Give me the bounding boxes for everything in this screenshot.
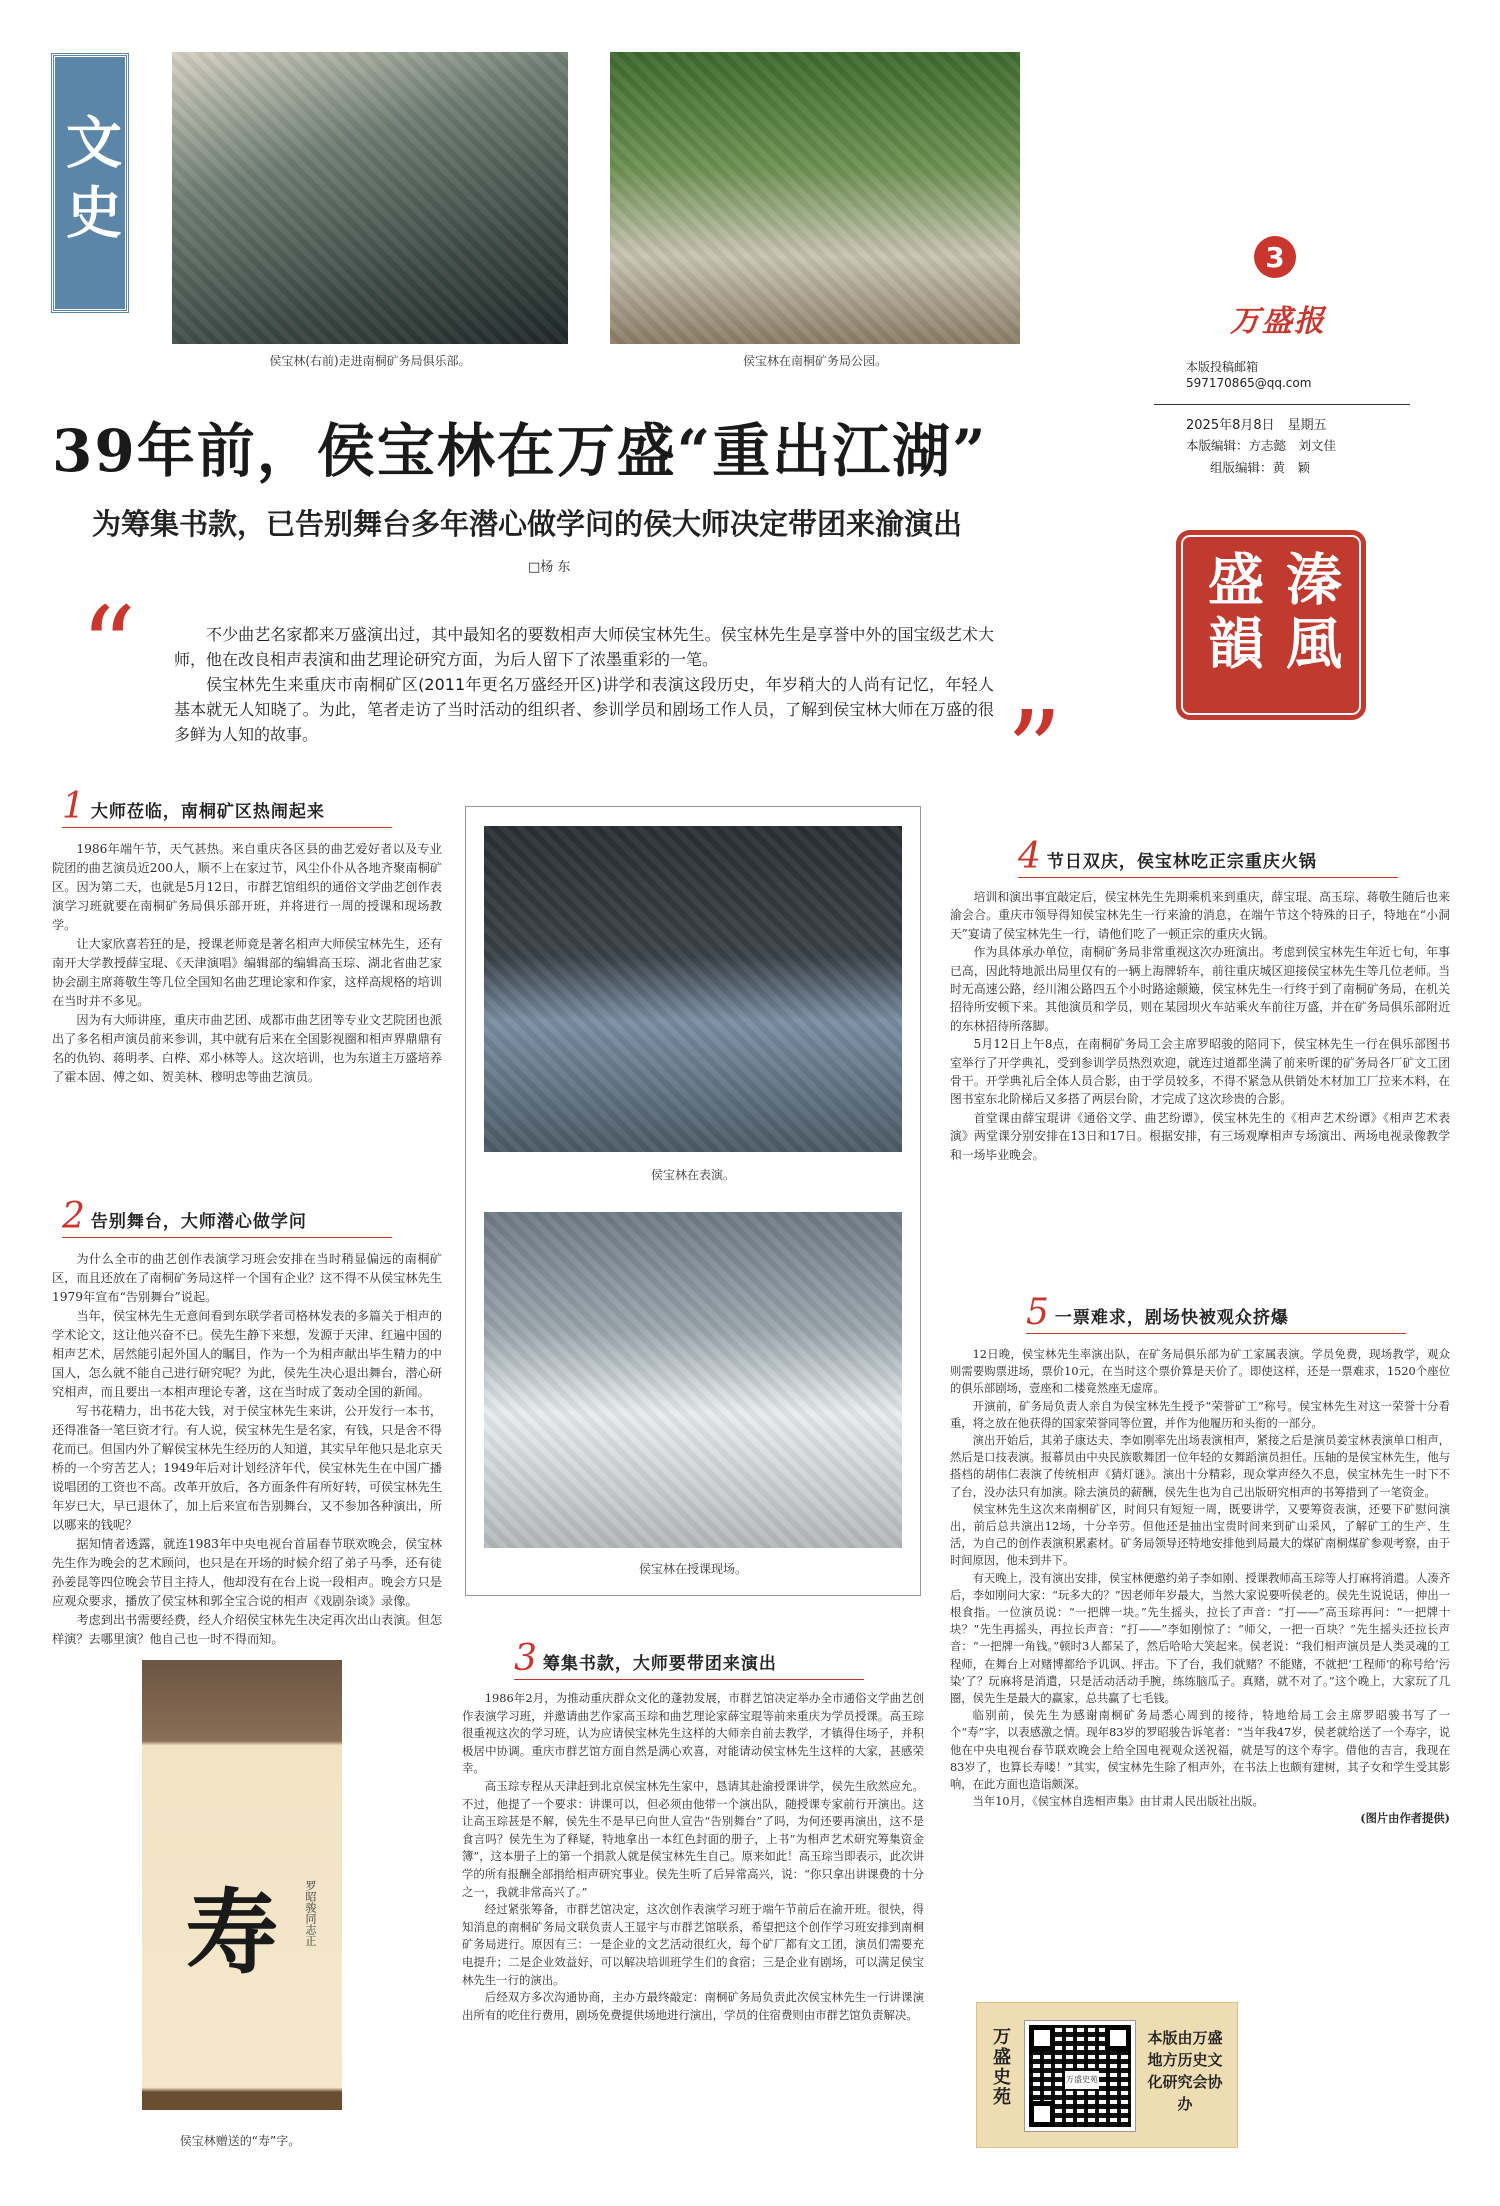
paragraph: 侯宝林先生这次来南桐矿区，时间只有短短一周，既要讲学，又要筹资表演，还要下矿慰问演出，前后总共演出12场，十分辛劳。但他还是抽出宝贵时间来到矿山采风，了解矿工的生产、生活，为自己的创作表演积累素材。矿务局领导还特地安排他到局最大的煤矿南桐煤矿参观考察，由于时间原因，他未到井下。 xyxy=(950,1502,1450,1568)
section-5-body xyxy=(950,1346,1450,1828)
qr-center-label: 万盛史苑 xyxy=(1065,2071,1099,2089)
photo-caption-in-park: 侯宝林在南桐矿务局公园。 xyxy=(742,354,887,368)
mailbox-email: 597170865@qq.com xyxy=(1186,376,1312,390)
section-3-body xyxy=(462,1690,924,2024)
paragraph: 开演前，矿务局负责人亲自为侯宝林先生授予“荣誉矿工”称号。侯宝林先生对这一荣誉十分看重，将之放在他获得的国家荣誉同等位置，并作为他履历和头衔的一部分。 xyxy=(950,1399,1450,1430)
photo-performing xyxy=(484,826,902,1152)
section-4-body xyxy=(950,888,1450,1164)
photo-caption-performing: 侯宝林在表演。 xyxy=(650,1168,735,1182)
sponsor-vertical-label: 万盛史苑 xyxy=(990,2027,1011,2107)
section-3-heading xyxy=(514,1638,864,1680)
paragraph: 1986年端午节，天气甚热。来自重庆各区县的曲艺爱好者以及专业院团的曲艺演员近200人，顺不上在家过节，风尘仆仆从各地齐聚南桐矿区。因为第二天，也就是5月12日，市群艺馆组织的通俗文学曲艺创作表演学习班就要在南桐矿务局俱乐部开班，并将进行一周的授课和现场教学。 xyxy=(52,842,442,932)
qr-finder-tr xyxy=(1105,2025,1131,2051)
paragraph: 作为具体承办单位，南桐矿务局非常重视这次办班演出。考虑到侯宝林先生年近七旬，年事已高，因此特地派出局里仅有的一辆上海牌轿车，前往重庆城区迎接侯宝林先生等几位老师。当时无高速公路，经川湘公路四五个小时路途颠簸，侯宝林先生一行终于到了南桐矿务局，在机关招待所安顿下来。其他演员和学员，则在某园坝火车站乘火车前往万盛，并在矿务局俱乐部附近的东林招待所落脚。 xyxy=(950,945,1450,1033)
section-3-number: 3 xyxy=(514,1638,537,1679)
paragraph: 据知情者透露，就连1983年中央电视台首届春节联欢晚会，侯宝林先生作为晚会的艺术顾问，也只是在开场的时候介绍了弟子马季，还有徒孙姜昆等四位晚会节目主持人，他却没有在台上说一段相声。晚会方只是应观众要求，播放了侯宝林和郭全宝合说的相声《戏剧杂谈》录像。 xyxy=(52,1537,442,1608)
layout-editor-credit: 组版编辑：黄 颖 xyxy=(1210,460,1311,475)
section-1-body xyxy=(52,840,442,1087)
qr-finder-tl xyxy=(1029,2025,1055,2051)
paragraph: 5月12日上午8点，在南桐矿务局工会主席罗昭骏的陪同下，侯宝林先生一行在俱乐部图书室举行了开学典礼，受到参训学员热烈欢迎，就连过道都坐满了前来听课的矿务局各厂矿文工团骨干。开学典礼后全体人员合影，由于学员较多，不得不紧急从供销处木材加工厂拉来木料，在图书室东北阶梯后又多搭了两层台阶，才完成了这次珍贵的合影。 xyxy=(950,1037,1450,1107)
photo-in-park xyxy=(610,52,1020,344)
calligraphy-inscription: 罗昭骏同志正 xyxy=(304,1880,317,1946)
intro-paragraph-1: 不少曲艺名家都来万盛演出过，其中最知名的要数相声大师侯宝林先生。侯宝林先生是享誉中外的国宝级艺术大师，他在改良相声表演和曲艺理论研究方面，为后人留下了浓墨重彩的一笔。 xyxy=(174,625,994,669)
paragraph: 演出开始后，其弟子康达夫、李如刚率先出场表演相声，紧接之后是演员姜宝林表演单口相声，然后是口技表演。报幕员由中央民族歌舞团一位年轻的女舞蹈演员担任。压轴的是侯宝林先生，他与搭档的胡伟仁表演了传统相声《猜灯谜》。演出十分精彩，现众掌声经久不息，侯宝林先生一时下不了台，没办法只有加演。除去演员的薪酬，侯先生也为自己出版研究相声的书筹措到了一笔资金。 xyxy=(950,1434,1450,1499)
paragraph: 为什么全市的曲艺创作表演学习班会安排在当时稍显偏远的南桐矿区，而且还放在了南桐矿务局这样一个国有企业？这不得不从侯宝林先生1979年宣布“告别舞台”说起。 xyxy=(52,1252,442,1304)
photo-caption-calligraphy: 侯宝林赠送的“寿”字。 xyxy=(179,2134,301,2148)
intro-paragraph-2: 侯宝林先生来重庆市南桐矿区(2011年更名万盛经开区)讲学和表演这段历史，年岁稍大的人尚有记忆，年轻人基本就无人知晓了。为此，笔者走访了当时活动的组织者、参训学员和剧场工作人员，了解到侯宝林大师在万盛的很多鲜为人知的故事。 xyxy=(174,675,994,744)
issue-date: 2025年8月8日 星期五 xyxy=(1186,418,1327,433)
section-1-number: 1 xyxy=(62,786,85,827)
paragraph: 经过紧张筹备，市群艺馆决定，这次创作表演学习班于端午节前后在渝开班。很快，得知消息的南桐矿务局文联负责人王显宇与市群艺馆联系，希望把这个创作学习班安排到南桐矿务局进行。原因有三：一是企业的文艺活动很红火，每个矿厂都有文工团，演员们需要充电提升；二是企业效益好，可以解决培训班学生们的食宿；三是企业有剧场，可以满足侯宝林先生一行的演出。 xyxy=(462,1902,924,1987)
paragraph: 因为有大师讲座，重庆市曲艺团、成都市曲艺团等专业文艺院团也派出了多名相声演员前来参训，其中就有后来在全国影视圈和相声界鼎鼎有名的仇钧、蒋明孝、白桦、邓小林等人。这次培训，也为东道主万盛培养了霍本固、傅之如、贺美林、穆明忠等曲艺演员。 xyxy=(52,1013,443,1084)
sponsor-box xyxy=(976,2002,1238,2148)
close-quote-icon: ” xyxy=(1006,687,1063,815)
paragraph: 高玉琮专程从天津赶到北京侯宝林先生家中，恳请其赴渝授课讲学，侯先生欣然应允。不过，他提了一个要求：讲课可以，但必须由他带一个演出队，随授课专家前行开演出。这让高玉琮甚是不解，侯先生不是早已向世人宣告“告别舞台”了吗，为何还要再演出，这不是食言吗？侯先生为了释疑，特地拿出一本红色封面的册子，上书“为相声艺术研究筹集资金簿”，这本册子上的第一个捐款人就是侯宝林先生自己。原来如此！高玉琮当即表示，此次讲学的所有报酬全部捐给相声研究事业。侯先生听了后异常高兴，说：“你只拿出讲课费的十分之一，我就非常高兴了。” xyxy=(462,1778,924,1899)
paragraph: 首堂课由薛宝琨讲《通俗文学、曲艺纷谭》，侯宝林先生的《相声艺术纷谭》《相声艺术表演》两堂课分别安排在13日和17日。根据安排，有三场观摩相声专场演出、两场电视录像教学和一场毕业晚会。 xyxy=(950,1110,1450,1162)
section-2-number: 2 xyxy=(62,1196,85,1237)
section-label-box xyxy=(52,54,128,312)
section-5-heading xyxy=(1026,1292,1406,1334)
photo-calligraphy-gift xyxy=(142,1660,342,2110)
paragraph: 培训和演出事宜敲定后，侯宝林先生先期乘机来到重庆，薛宝琨、高玉琮、蒋敬生随后也来渝会合。重庆市领导得知侯宝林先生一行来渝的消息，在端午节这个特殊的日子，特地在“小洞天”宴请了侯宝林先生一行，请他们吃了一顿正宗的重庆火锅。 xyxy=(950,890,1450,941)
editor-credit: 本版编辑：方志懿 刘文佳 xyxy=(1186,438,1337,453)
paragraph: 有天晚上，没有演出安排，侯宝林便邀约弟子李如刚、授课教师高玉琮等人打麻将消遣。人凑齐后，李如刚问大家：“玩多大的？”因老师年岁最大，当然大家说要听侯老的。侯先生说说话，伸出一根食指。一位演员说：“一把牌一块。”先生摇头，拉长了声音：“打——”高玉琮再问：“一把牌十块？”先生再摇头，再拉长声音：“打——”李如刚惊了：“师父，一把一百块？”先生摇头还拉长声音：“一把牌一角钱。”顿时3人都呆了，然后哈哈大笑起来。侯老说：“我们相声演员是人类灵魂的工程师，在舞台上对赌博都给予讥讽、抨击。下了台，我们就赌？不能赌，不就把‘工程师’的称号给‘污染’了？玩麻将是消遣，只是活动活动手腕，练练脑瓜子。真赌，就不对了。”这个晚上，大家玩了几圈，侯先生是最大的赢家，总共赢了七毛钱。 xyxy=(950,1571,1450,1706)
mailbox-label: 本版投稿邮箱 xyxy=(1186,360,1259,374)
section-5-number: 5 xyxy=(1026,1292,1049,1333)
photo-credit: (图片由作者提供) xyxy=(1360,1811,1450,1826)
paragraph: 后经双方多次沟通协商，主办方最终敲定：南桐矿务局负责此次侯宝林先生一行讲课演出所有的吃住行费用，剧场免费提供场地进行演出，学员的住宿费则由市群艺馆负责解决。 xyxy=(462,1990,924,2022)
photo-entering-club xyxy=(172,52,568,344)
intro-block xyxy=(174,622,994,747)
section-2-body xyxy=(52,1250,442,1649)
page-number-badge xyxy=(1254,236,1296,278)
section-1-title: 大师莅临，南桐矿区热闹起来 xyxy=(90,802,325,822)
column-seal xyxy=(1176,530,1366,720)
paragraph: 当年，侯宝林先生无意间看到东联学者司格林发表的多篇关于相声的学术论文，这让他兴奋不已。侯先生静下来想，发源于天津、红遍中国的相声艺术，居然能引起外国人的瞩目，作为一个为相声献出毕生精力的中国人，怎么就不能自己进行研究呢？为此，侯先生决心退出舞台，潜心研究相声，而且要出一本相声理论专著，这在当时成了轰动全国的新闻。 xyxy=(52,1309,443,1399)
qr-code-icon xyxy=(1025,2021,1135,2131)
section-label: 文史 xyxy=(57,113,123,253)
paragraph: 写书花精力，出书花大钱，对于侯宝林先生来讲，公开发行一本书，还得准备一笔巨资才行。有人说，侯宝林先生是名家，有钱，只是舍不得花而已。但国内外了解侯宝林先生经历的人知道，其实早年他只是北京天桥的一个穷苦艺人；1949年后对计划经济年代，侯宝林先生在中国广播说唱团的工资也不高。改革开放后，各方面条件有所好转，可侯宝林先生年岁已大，早已退休了，加上后来宣布告别舞台，又不参加各种演出，所以哪来的钱呢？ xyxy=(52,1404,443,1532)
calligraphy-shou-character: 寿 xyxy=(186,1879,279,1987)
headline-subtitle: 为筹集书款，已告别舞台多年潜心做学问的侯大师决定带团来渝演出 xyxy=(92,507,963,541)
page-number: 3 xyxy=(1265,240,1285,274)
masthead-rule xyxy=(1154,404,1410,405)
section-2-heading xyxy=(62,1196,392,1238)
section-3-title: 筹集书款，大师要带团来演出 xyxy=(542,1654,777,1674)
sponsor-text: 本版由万盛地方历史文化研究会协办 xyxy=(1147,2029,1223,2113)
headline-title: 39年前，侯宝林在万盛“重出江湖” xyxy=(52,417,988,485)
paragraph: 让大家欣喜若狂的是，授课老师竟是著名相声大师侯宝林先生，还有南开大学教授薛宝琨、《天津演唱》编辑部的编辑高玉琮、湖北省曲艺家协会副主席蒋敬生等几位全国知名曲艺理论家和作家，这样高规格的培训在当时并不多见。 xyxy=(52,937,443,1008)
section-4-number: 4 xyxy=(1018,836,1041,877)
headline-byline: □杨 东 xyxy=(528,560,571,575)
paragraph: 考虑到出书需要经费，经人介绍侯宝林先生决定再次出山表演。但怎样演？去哪里演？他自己也一时不得而知。 xyxy=(52,1613,443,1646)
qr-finder-bl xyxy=(1029,2101,1055,2127)
section-2-title: 告别舞台，大师潜心做学问 xyxy=(90,1212,307,1232)
section-4-title: 节日双庆，侯宝林吃正宗重庆火锅 xyxy=(1046,852,1317,872)
section-4-heading xyxy=(1018,836,1398,878)
section-5-title: 一票难求，剧场快被观众挤爆 xyxy=(1054,1308,1289,1328)
photo-caption-lecturing: 侯宝林在授课现场。 xyxy=(638,1562,747,1576)
paragraph: 临别前，侯先生为感谢南桐矿务局悉心周到的接待，特地给局工会主席罗昭骏书写了一个“寿”字，以表感激之情。现年83岁的罗昭骏告诉笔者：“当年我47岁，侯老就给送了一个寿字，说他在中央电视台春节联欢晚会上给全国电视观众送祝福，就是写的这个寿字。借他的吉言，我现在83岁了，也算长寿喽！”其实，侯宝林先生除了相声外，在书法上也颇有建树，其子女和学生受其影响，在此方面也造诣颇深。 xyxy=(950,1709,1450,1792)
paragraph: 当年10月，《侯宝林自选相声集》由甘肃人民出版社出版。 xyxy=(972,1795,1264,1809)
paragraph: 1986年2月，为推动重庆群众文化的蓬勃发展，市群艺馆决定举办全市通俗文学曲艺创作表演学习班，并邀请曲艺作家高玉琮和曲艺理论家薛宝琨等前来重庆为学员授课。高玉琮很重视这次的学习班，认为应请侯宝林先生这样的大师亲自前去教学，才镇得住场子，并积极居中协调。重庆市群艺馆方面自然是满心欢喜，对能请动侯宝林先生这样的大家，甚感荣幸。 xyxy=(462,1691,924,1776)
paper-name-logo: 万盛报 xyxy=(1230,304,1326,339)
paragraph: 12日晚，侯宝林先生率演出队，在矿务局俱乐部为矿工家属表演。学员免费，现场教学，观众则需要购票进场，票价10元，在当时这个票价算是天价了。即使这样，还是一票难求，1520个座位的俱乐部剧场，壹座和二楼竟然座无虚席。 xyxy=(950,1348,1450,1396)
photo-caption-entering-club: 侯宝林(右前)走进南桐矿务局俱乐部。 xyxy=(269,354,471,368)
section-1-heading xyxy=(62,786,392,828)
photo-lecturing xyxy=(484,1212,902,1548)
column-seal-text: 溱風盛韻 xyxy=(1199,550,1343,678)
open-quote-icon: “ xyxy=(80,583,137,711)
